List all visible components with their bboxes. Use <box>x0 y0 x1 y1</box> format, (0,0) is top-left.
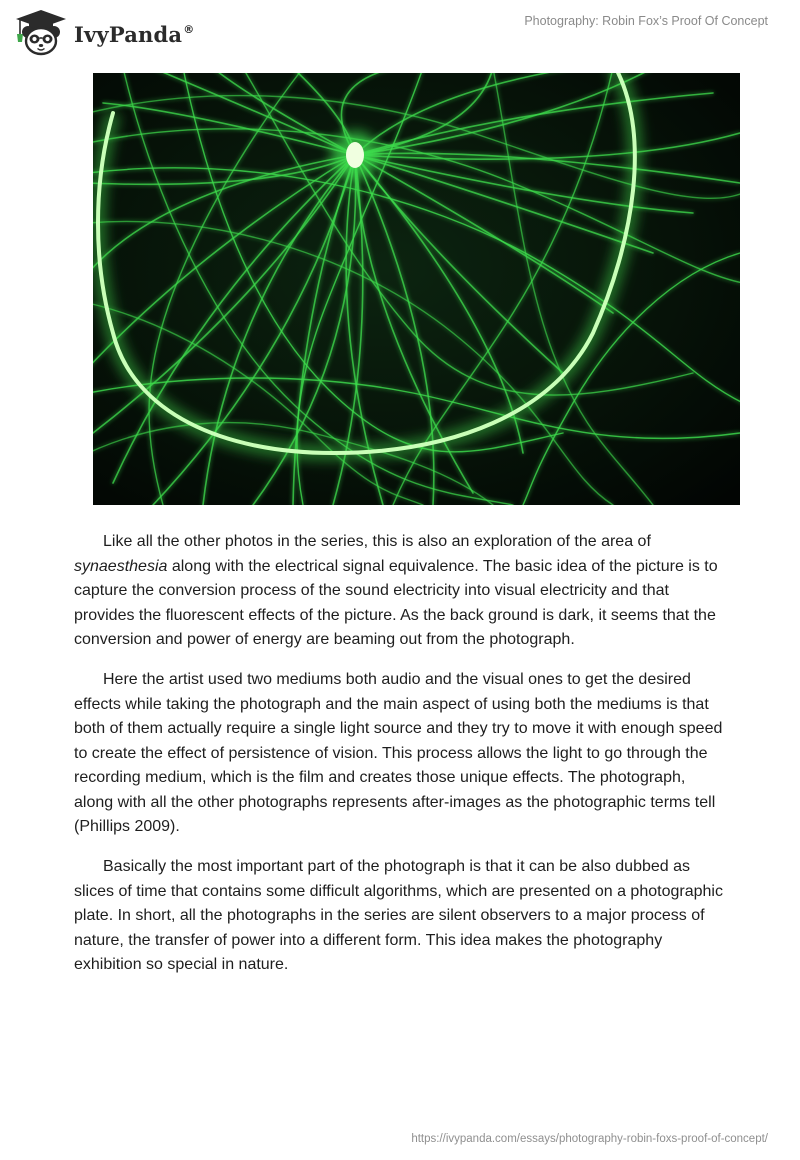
text-segment: Here the artist used two mediums both audio and the visual ones to get the desired effects while taking the photograph and the main aspect of using both the mediums is that both of them actually require a single light source and they try to move it with enough speed to create the effect of persistence of vision. This process allows the light to go through the recording medium, which is the film and creates those unique effects. The photograph, along with all the other photographs represents after-images as the photographic terms tell (Phillips 2009). <box>74 671 723 835</box>
italic-term: synaesthesia <box>74 557 168 575</box>
registered-mark: ® <box>183 22 195 36</box>
essay-photograph <box>93 73 740 505</box>
text-segment: Like all the other photos in the series, this is also an exploration of the area of <box>103 533 651 550</box>
brand-logo[interactable] <box>14 8 194 56</box>
source-url[interactable]: https://ivypanda.com/essays/photography-robin-foxs-proof-of-concept/ <box>411 1133 768 1145</box>
paragraph <box>74 855 726 978</box>
page-header <box>0 0 800 60</box>
brand-name: IvyPanda® <box>74 21 195 47</box>
core-light <box>346 142 364 168</box>
essay-body <box>74 530 726 993</box>
document-title: Photography: Robin Fox’s Proof Of Concept <box>524 14 768 28</box>
text-segment: along with the electrical signal equivalence. The basic idea of the picture is to capture the conversion process of the sound electricity into visual electricity and that provides the fluorescent effects of the picture. As the back ground is dark, it seems that the conversion and power of energy are beaming out from the photograph. <box>74 557 718 648</box>
light-trails-image <box>93 73 740 505</box>
text-segment: Basically the most important part of the photograph is that it can be also dubbed as slices of time that contains some difficult algorithms, which are presented on a photographic plate. In short, all the photographs in the series are silent observers to a major process of nature, the transfer of power into a different form. This idea makes the photography exhibition so special in nature. <box>74 858 723 973</box>
panda-graduate-icon <box>14 8 68 56</box>
paragraph <box>74 530 726 653</box>
paragraph <box>74 668 726 840</box>
